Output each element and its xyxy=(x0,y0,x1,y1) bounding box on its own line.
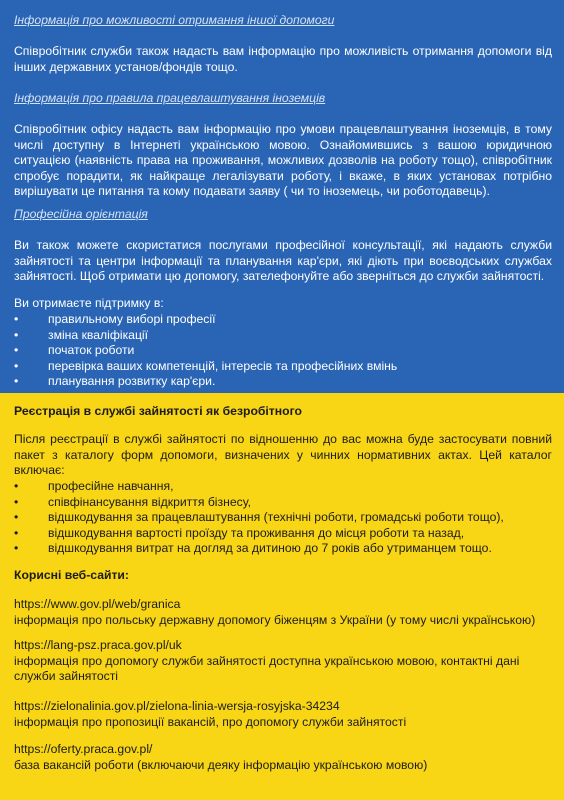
website-link[interactable]: https://zielonalinia.gov.pl/zielona-linia-wersja-rosyjska-34234 xyxy=(14,699,340,713)
heading-registration: Реєстрація в службі зайнятості як безробітного xyxy=(14,404,302,418)
support-list xyxy=(14,312,552,390)
yellow-section xyxy=(0,393,564,800)
list-item: • планування розвитку кар'єри. xyxy=(14,374,552,390)
website-link[interactable]: https://lang-psz.praca.gov.pl/uk xyxy=(14,638,182,652)
support-intro: Ви отримаєте підтримку в: xyxy=(14,296,164,310)
website-entry xyxy=(14,699,552,730)
paragraph-foreign-employment: Співробітник офісу надасть вам інформацію про умови працевлаштування іноземців, в тому числі доступну в Інтернеті українською мовою. Ознайомившись з вашою юридичною ситуацією (наявність права на проживання, можливих дозволів на роботу тощо), співробітник спробує порадити, як найкраще легалізувати роботу, і вкаже, в яких установах потрібно вирішувати це питання та кому подавати заяву ( чи то іноземець, чи роботодавець). xyxy=(14,122,552,198)
heading-career-guidance: Професійна орієнтація xyxy=(14,207,148,221)
list-item: • відшкодування вартості проїзду та проживання до місця роботи та назад, xyxy=(14,526,552,542)
website-link[interactable]: https://oferty.praca.gov.pl/ xyxy=(14,742,153,756)
blue-section xyxy=(0,0,564,393)
list-item: • професійне навчання, xyxy=(14,479,552,495)
list-item: • відшкодування витрат на догляд за дитиною до 7 років або утриманцем тощо. xyxy=(14,541,552,557)
websites-heading: Корисні веб-сайти: xyxy=(14,568,129,582)
list-item: • початок роботи xyxy=(14,343,552,359)
website-description: інформація про пропозиції вакансій, про допомогу служби зайнятості xyxy=(14,714,407,729)
list-item: • співфінансування відкриття бізнесу, xyxy=(14,495,552,511)
paragraph-career-guidance: Ви також можете скористатися послугами професійної консультації, які надають служби зайнятості та центри інформації та планування кар'єри, які діють при воєводських службах зайнятості. Щоб отримати цю допомогу, зателефонуйте або зверніться до служби зайнятості. xyxy=(14,238,552,283)
website-entry xyxy=(14,742,552,773)
paragraph-other-assistance: Співробітник служби також надасть вам інформацію про можливість отримання допомоги від інших державних установ/фондів тощо. xyxy=(14,44,552,74)
website-description: база вакансій роботи (включаючи деяку інформацію українською мовою) xyxy=(14,757,428,772)
website-description: інформація про польську державну допомогу біженцям з України (у тому числі українською) xyxy=(14,612,536,627)
list-item: • відшкодування за працевлаштування (технічні роботи, громадські роботи тощо), xyxy=(14,510,552,526)
website-entry xyxy=(14,597,552,628)
paragraph-registration: Після реєстрації в службі зайнятості по відношенню до вас можна буде застосувати повний пакет з каталогу форм допомоги, визначених у чинних нормативних актах. Цей каталог включає: xyxy=(14,432,552,477)
website-description: інформація про допомогу служби зайнятості доступна українською мовою, контактні дані служби зайнятості xyxy=(14,653,520,683)
heading-foreign-employment: Інформація про правила працевлаштування іноземців xyxy=(14,91,326,105)
heading-other-assistance: Інформація про можливості отримання іншої допомоги xyxy=(14,13,335,27)
list-item: • зміна кваліфікації xyxy=(14,328,552,344)
list-item: • перевірка ваших компетенцій, інтересів та професійних вмінь xyxy=(14,359,552,375)
list-item: • правильному виборі професії xyxy=(14,312,552,328)
assistance-list xyxy=(14,479,552,557)
website-link[interactable]: https://www.gov.pl/web/granica xyxy=(14,597,181,611)
website-entry xyxy=(14,638,552,685)
